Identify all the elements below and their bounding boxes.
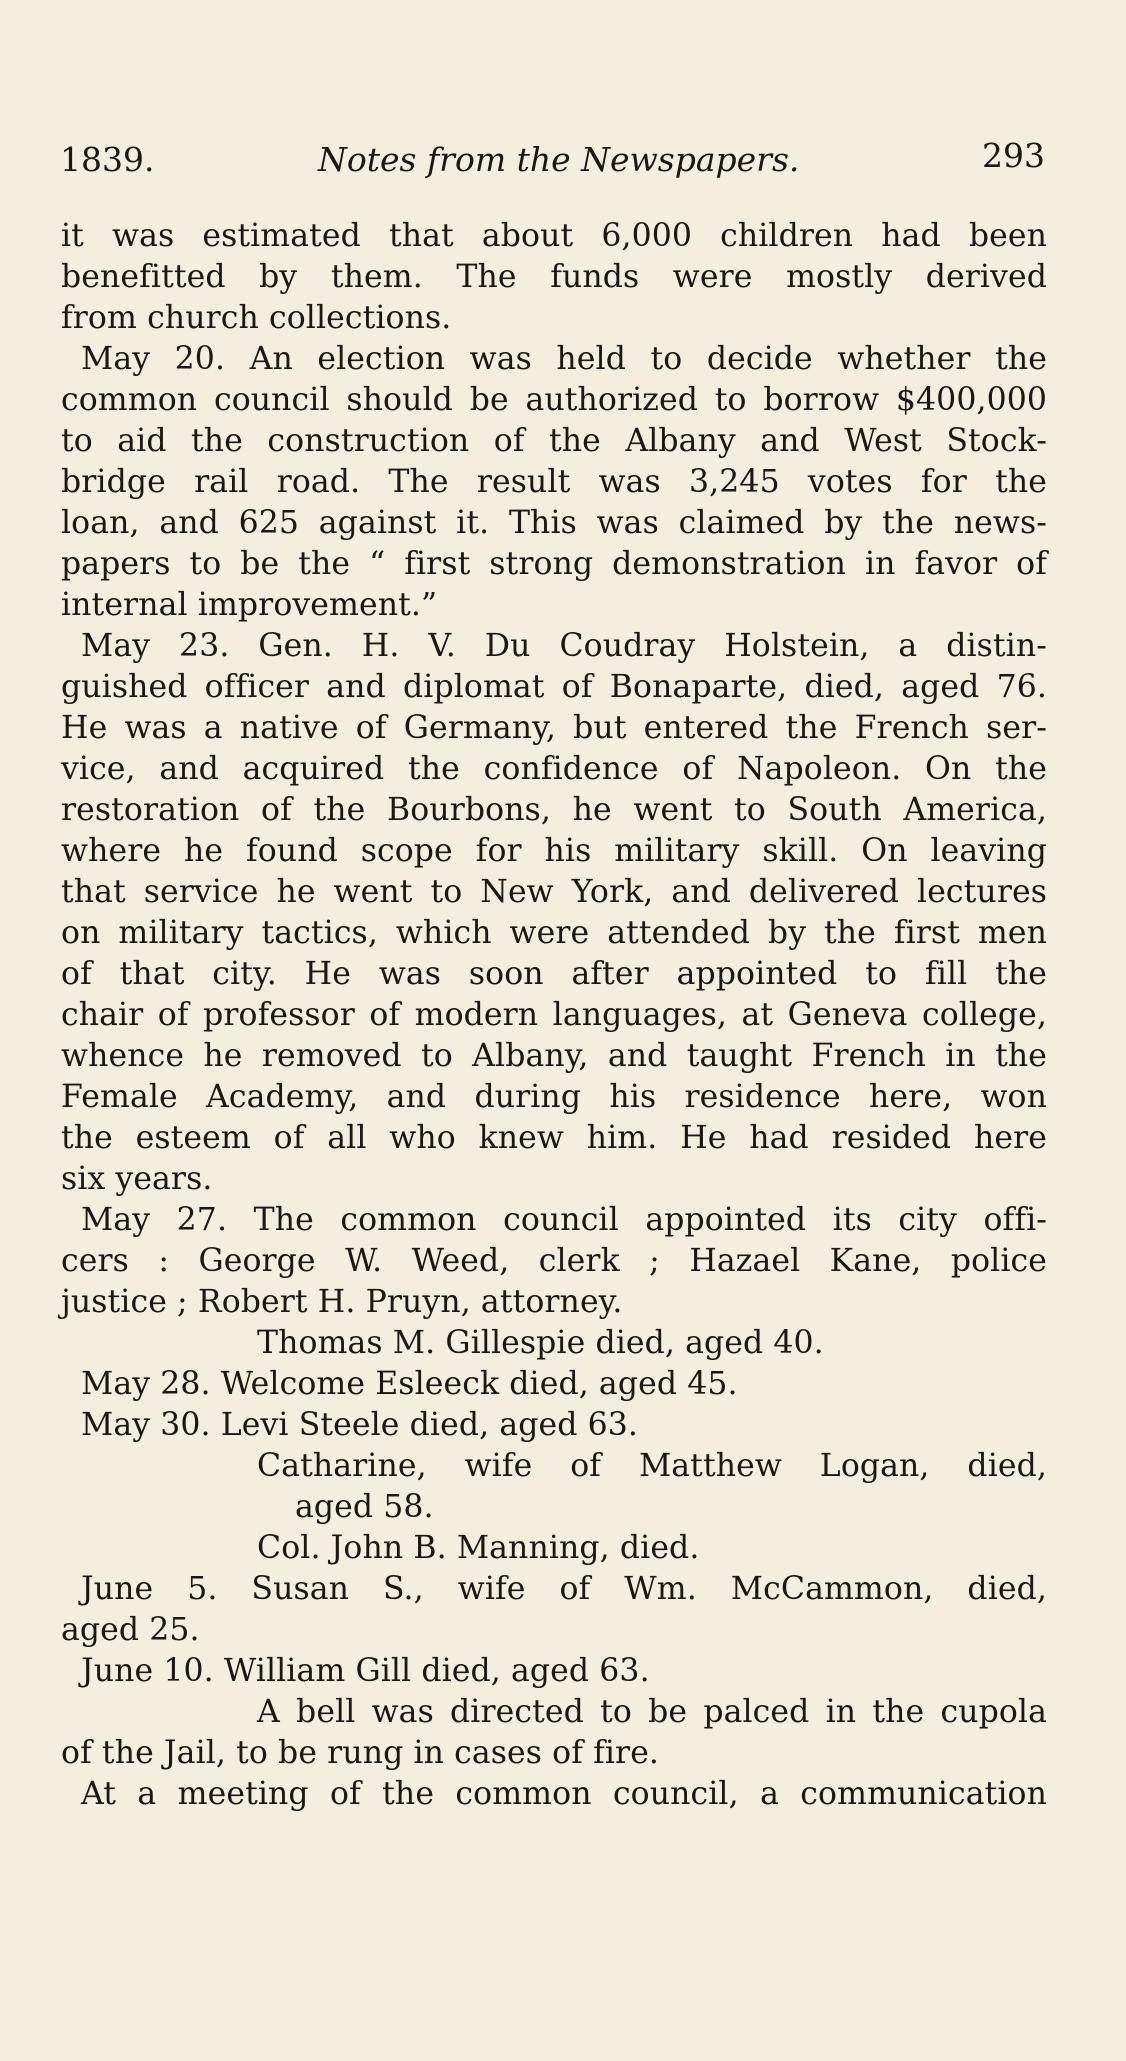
text-line: aged 25. [61,1612,200,1648]
text-line: At a meeting of the common council, a communication [81,1776,1047,1812]
text-line: common council should be authorized to borrow $400,000 [61,382,1047,418]
text-line: it was estimated that about 6,000 children had been [61,218,1047,254]
text-line: chair of professor of modern languages, at Geneva college, [61,997,1047,1033]
page-number: 293 [982,136,1045,175]
text-line: benefitted by them. The funds were mostly derived [61,259,1047,295]
body-text [61,216,1047,1815]
text-line: on military tactics, which were attended by the first men [61,915,1047,951]
text-line: six years. [61,1161,213,1197]
header-year: 1839. [60,140,155,179]
text-line: whence he removed to Albany, and taught French in the [61,1038,1047,1074]
text-line: the esteem of all who knew him. He had resided here [61,1120,1047,1156]
text-line: June 10. William Gill died, aged 63. [81,1653,650,1689]
text-line: loan, and 625 against it. This was claimed by the news- [61,505,1047,541]
running-head [60,138,1045,182]
text-line: vice, and acquired the confidence of Napoleon. On the [61,751,1047,787]
text-line: cers : George W. Weed, clerk ; Hazael Kane, police [61,1243,1047,1279]
text-line: from church collections. [61,300,452,336]
text-line: of the Jail, to be rung in cases of fire. [61,1735,660,1771]
text-line: restoration of the Bourbons, he went to South America, [61,792,1047,828]
text-line: Thomas M. Gillespie died, aged 40. [257,1325,824,1361]
text-line: justice ; Robert H. Pruyn, attorney. [61,1284,623,1320]
text-line: guished officer and diplomat of Bonaparte, died, aged 76. [61,669,1047,705]
text-line: May 27. The common council appointed its city offi- [81,1202,1047,1238]
text-line: aged 58. [295,1489,434,1525]
text-line: May 23. Gen. H. V. Du Coudray Holstein, a distin- [81,628,1047,664]
text-line: bridge rail road. The result was 3,245 votes for the [61,464,1047,500]
text-line: Col. John B. Manning, died. [257,1530,700,1566]
text-line: internal improvement.” [61,587,438,623]
text-line: May 28. Welcome Esleeck died, aged 45. [81,1366,738,1402]
text-line: Female Academy, and during his residence here, won [61,1079,1047,1115]
text-line: to aid the construction of the Albany and West Stock- [61,423,1047,459]
text-line: of that city. He was soon after appointed to fill the [61,956,1047,992]
text-line: May 30. Levi Steele died, aged 63. [81,1407,638,1443]
text-line: papers to be the “ first strong demonstration in favor of [61,546,1047,582]
header-title: Notes from the Newspapers. [318,140,800,179]
text-line: June 5. Susan S., wife of Wm. McCammon, died, [81,1571,1047,1607]
text-line: where he found scope for his military skill. On leaving [61,833,1047,869]
text-line: that service he went to New York, and delivered lectures [61,874,1047,910]
text-line: May 20. An election was held to decide whether the [81,341,1047,377]
text-line: A bell was directed to be palced in the cupola [257,1694,1047,1730]
text-line: He was a native of Germany, but entered the French ser- [61,710,1047,746]
text-line: Catharine, wife of Matthew Logan, died, [257,1448,1047,1484]
